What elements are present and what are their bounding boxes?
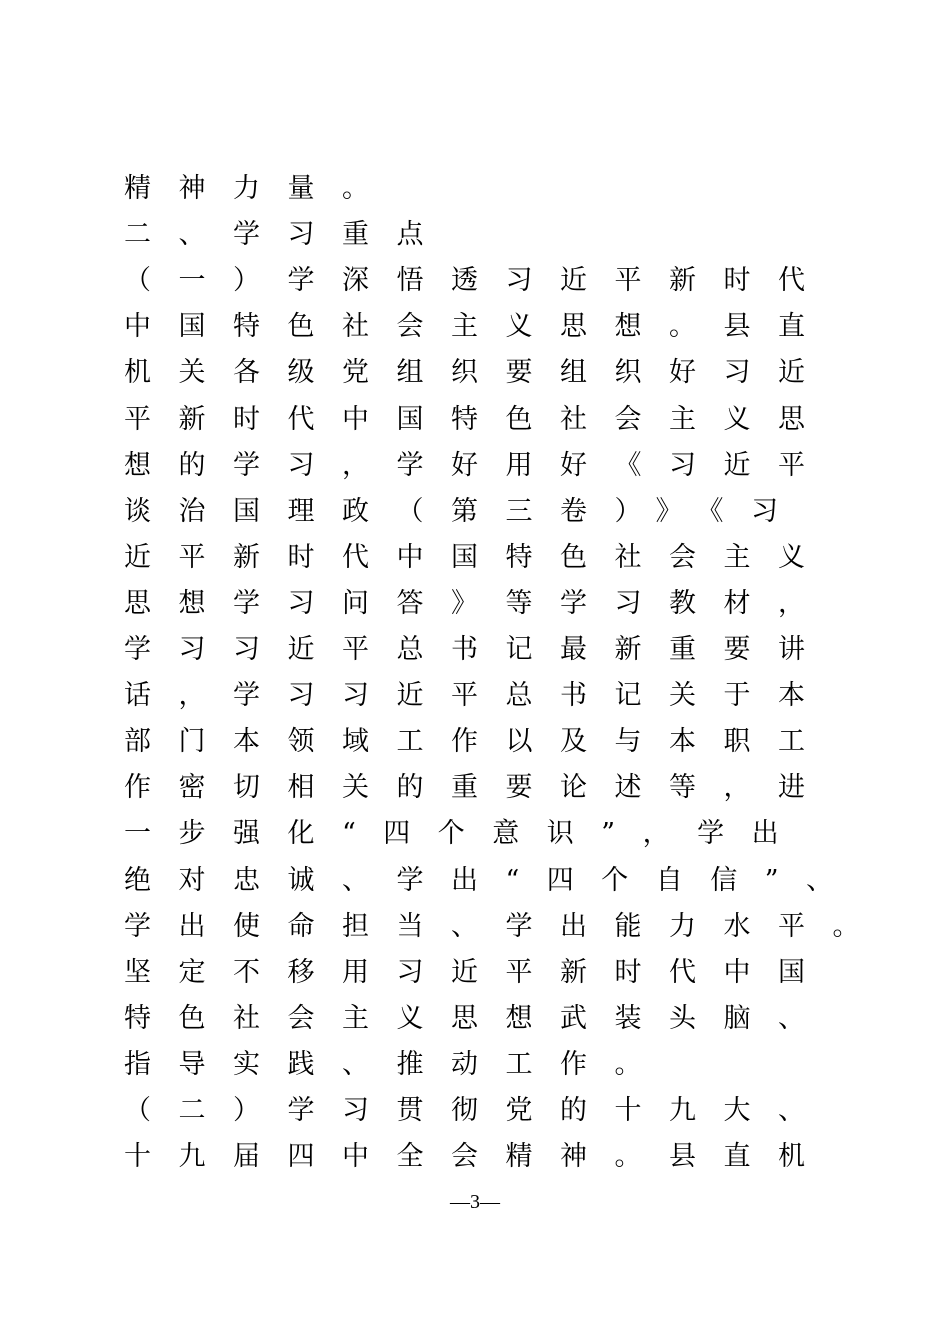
text-line: 部门本领域工作以及与本职工 [124,726,833,758]
text-line: 指导实践、推动工作。 [124,1048,669,1080]
text-line: 想的学习，学好用好《习近平 [124,449,833,481]
text-line: （二）学习贯彻党的十九大、 [124,1095,833,1126]
text-line: 中国特色社会主义思想。县直 [124,311,833,343]
text-line: 平新时代中国特色社会主义思 [124,403,833,435]
text-line: 话，学习习近平总书记关于本 [124,680,833,712]
text-line: 绝对忠诚、学出“四个自信”、 [124,864,861,896]
text-line: 近平新时代中国特色社会主义 [124,541,833,573]
text-line: 特色社会主义思想武装头脑、 [124,1002,833,1034]
text-line: 一步强化“四个意识”，学出 [124,818,807,850]
text-line: 思想学习问答》等学习教材， [124,587,833,619]
text-line: 学出使命担当、学出能力水平。 [124,910,887,942]
text-line: 学习习近平总书记最新重要讲 [124,634,833,665]
text-line: 二、学习重点 [124,219,451,251]
text-line: 坚定不移用习近平新时代中国 [124,956,833,988]
text-line: 精神力量。 [124,173,397,204]
text-line: 作密切相关的重要论述等，进 [124,772,833,804]
text-line: （一）学深悟透习近平新时代 [124,265,833,297]
text-line: 机关各级党组织要组织好习近 [124,357,833,389]
text-line: 谈治国理政（第三卷）》《习 [124,495,806,527]
text-line: 十九届四中全会精神。县直机 [124,1141,833,1173]
page-number: —3— [450,1191,500,1213]
